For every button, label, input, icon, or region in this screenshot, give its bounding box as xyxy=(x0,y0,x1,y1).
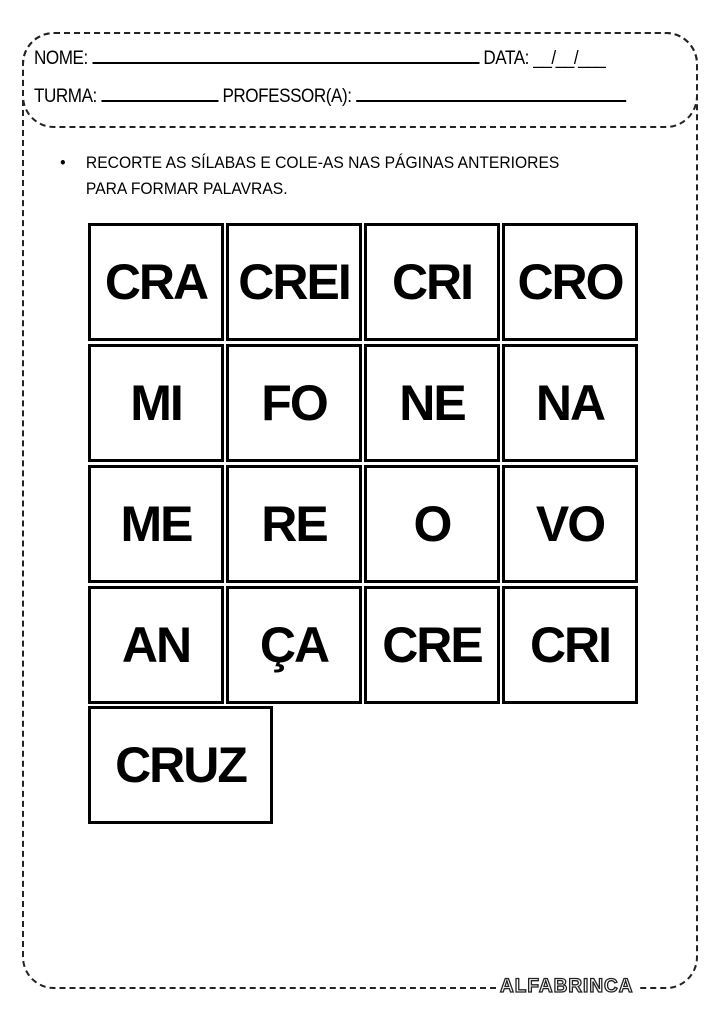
name-label: NOME: xyxy=(34,48,88,69)
syllable-card[interactable]: CRI xyxy=(502,586,638,704)
syllable-card[interactable]: NE xyxy=(364,344,500,462)
syllable-card[interactable]: CRI xyxy=(364,223,500,341)
syllable-card[interactable]: ÇA xyxy=(226,586,362,704)
syllable-card[interactable]: O xyxy=(364,465,500,583)
teacher-label: PROFESSOR(A): xyxy=(222,86,352,107)
teacher-field[interactable] xyxy=(356,86,626,102)
syllable-card[interactable]: AN xyxy=(88,586,224,704)
class-row xyxy=(34,86,626,108)
brand-logo: ALFABRINCA xyxy=(496,976,638,998)
syllable-card[interactable]: ME xyxy=(88,465,224,583)
name-field[interactable] xyxy=(92,48,479,64)
name-row xyxy=(34,48,605,70)
syllable-card[interactable]: CRO xyxy=(502,223,638,341)
instruction-line-2: PARA FORMAR PALAVRAS. xyxy=(85,179,288,198)
syllable-card[interactable]: NA xyxy=(502,344,638,462)
class-label: TURMA: xyxy=(34,86,97,107)
date-field[interactable]: __/__/___ xyxy=(533,48,606,69)
syllable-card[interactable]: MI xyxy=(88,344,224,462)
syllable-card[interactable]: RE xyxy=(226,465,362,583)
header-box xyxy=(22,32,698,128)
syllable-card[interactable]: FO xyxy=(226,344,362,462)
syllable-card[interactable]: CREI xyxy=(226,223,362,341)
syllable-card[interactable]: CRUZ xyxy=(88,706,273,824)
bullet-icon: • xyxy=(60,153,66,172)
syllable-card[interactable]: CRE xyxy=(364,586,500,704)
instruction-line-1: RECORTE AS SÍLABAS E COLE-AS NAS PÁGINAS ANTERIORES xyxy=(85,153,560,172)
date-label: DATA: xyxy=(483,48,529,69)
class-field[interactable] xyxy=(101,86,218,102)
instructions xyxy=(62,150,559,202)
syllable-card[interactable]: VO xyxy=(502,465,638,583)
syllable-card[interactable]: CRA xyxy=(88,223,224,341)
